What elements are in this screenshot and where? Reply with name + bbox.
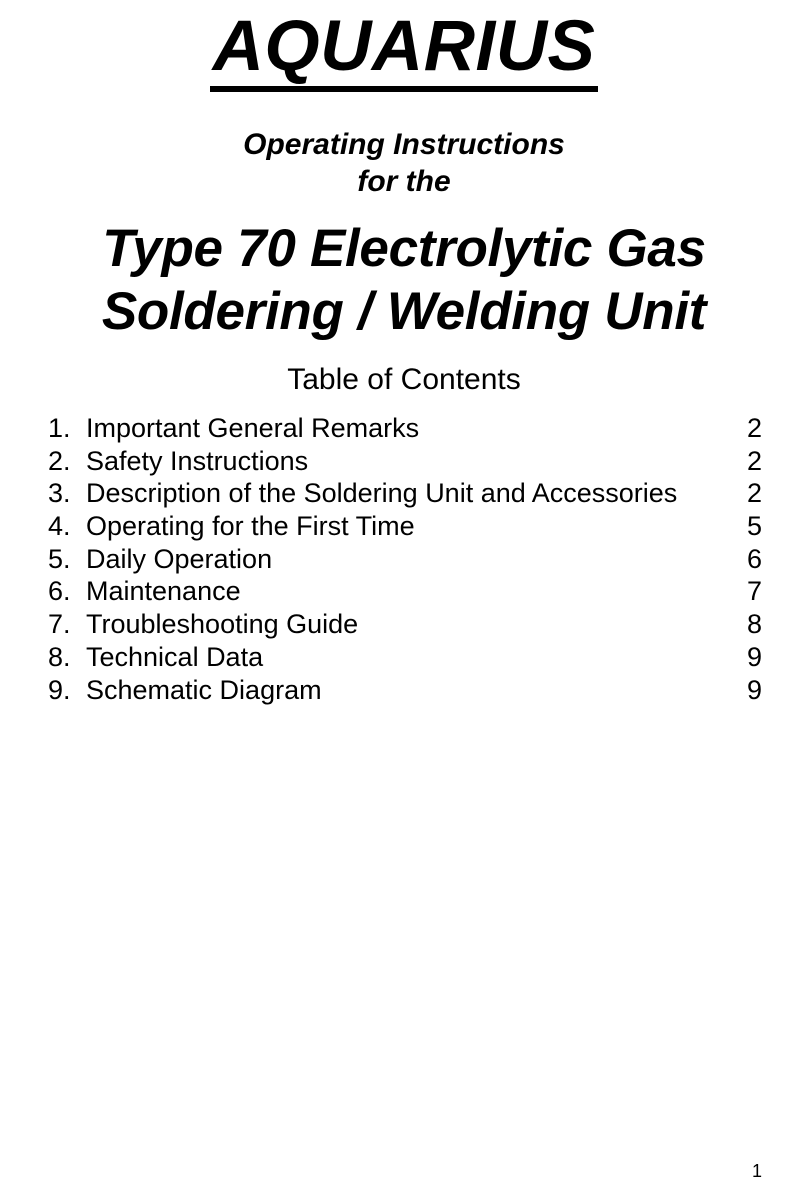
- toc-entry-label: Maintenance: [86, 576, 241, 607]
- toc-entry-number: 3.: [48, 478, 71, 509]
- toc-entry-label: Schematic Diagram: [86, 674, 322, 705]
- brand-title: [0, 8, 808, 92]
- toc-entry-number: 8.: [48, 641, 71, 672]
- toc-entry-number: 9.: [48, 674, 71, 705]
- toc-entry-label: Description of the Soldering Unit and Accessories: [86, 478, 678, 509]
- toc-entry-number: 2.: [48, 445, 71, 476]
- toc-entry[interactable]: [48, 543, 762, 576]
- toc-entry-page: 6: [746, 543, 762, 574]
- toc-entry-label: Safety Instructions: [86, 445, 309, 476]
- page-number: 1: [751, 1161, 762, 1181]
- toc-entry-label: Technical Data: [86, 641, 264, 672]
- toc-entry[interactable]: [48, 477, 762, 510]
- toc-entry-number: 7.: [48, 609, 71, 640]
- toc-entry-label: Troubleshooting Guide: [86, 609, 359, 640]
- toc-entry[interactable]: [48, 412, 762, 445]
- toc-entry[interactable]: [48, 641, 762, 674]
- toc-entry-label: Daily Operation: [86, 543, 273, 574]
- toc-entry[interactable]: [48, 608, 762, 641]
- toc-entry-page: 9: [746, 674, 762, 705]
- toc-entry-number: 5.: [48, 543, 71, 574]
- document-title-line-2: Soldering / Welding Unit: [101, 282, 707, 341]
- toc-entry-page: 8: [746, 609, 762, 640]
- subtitle-line-2: for the: [357, 165, 451, 198]
- toc-entry-label: Important General Remarks: [86, 413, 420, 443]
- subtitle-line-1: Operating Instructions: [243, 128, 565, 161]
- toc-entry-page: 9: [746, 641, 762, 672]
- table-of-contents: [48, 412, 762, 706]
- brand-name: AQUARIUS: [210, 8, 599, 92]
- toc-entry-number: 6.: [48, 576, 71, 607]
- toc-entry-page: 2: [746, 445, 762, 476]
- toc-entry-page: 5: [746, 511, 762, 542]
- toc-entry-number: 4.: [48, 511, 71, 542]
- toc-entry[interactable]: [48, 575, 762, 608]
- toc-entry-number: 1.: [48, 413, 71, 443]
- toc-entry[interactable]: [48, 445, 762, 478]
- toc-entry-page: 2: [746, 413, 762, 443]
- toc-entry-label: Operating for the First Time: [86, 511, 415, 542]
- toc-entry-page: 7: [746, 576, 762, 607]
- toc-entry[interactable]: [48, 510, 762, 543]
- document-title-line-1: Type 70 Electrolytic Gas: [102, 219, 706, 278]
- toc-entry[interactable]: [48, 674, 762, 707]
- toc-heading: Table of Contents: [287, 363, 521, 396]
- toc-entry-page: 2: [746, 478, 762, 509]
